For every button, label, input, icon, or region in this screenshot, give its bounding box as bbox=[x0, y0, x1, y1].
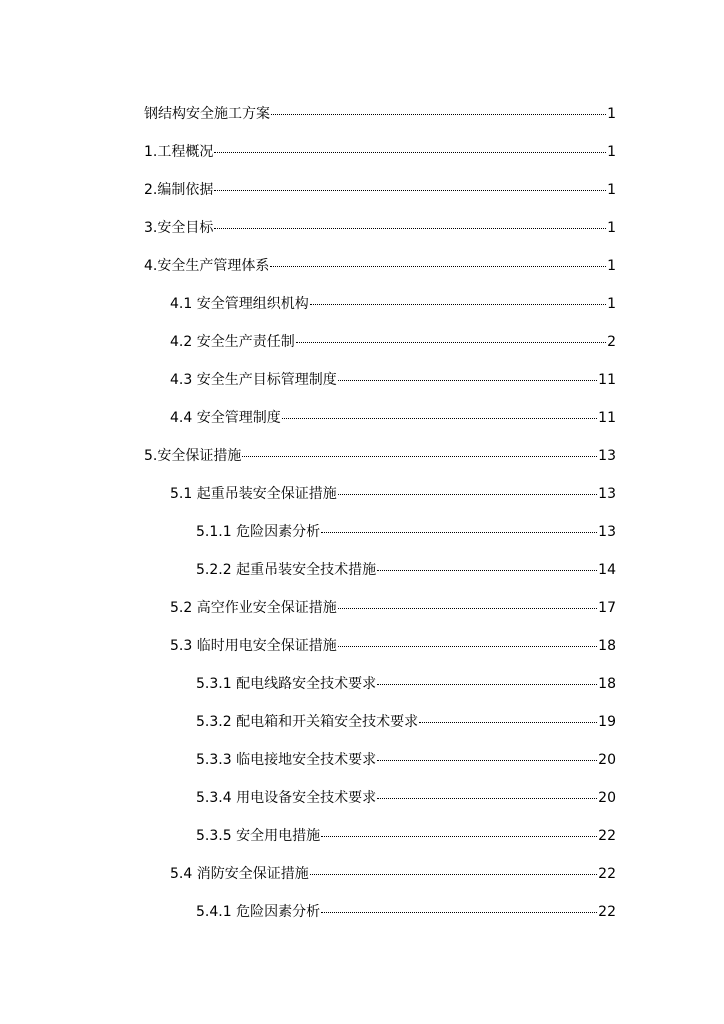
dot-leader bbox=[214, 190, 606, 191]
dot-leader bbox=[296, 342, 606, 343]
toc-page-number: 2 bbox=[607, 334, 616, 350]
dot-leader bbox=[419, 722, 597, 723]
toc-entry-5-3-4[interactable] bbox=[196, 787, 616, 809]
toc-entry-5-3-1[interactable] bbox=[196, 673, 616, 695]
toc-entry-5-4-1[interactable] bbox=[196, 901, 616, 923]
toc-entry-text: 5.3.2 配电箱和开关箱安全技术要求 bbox=[196, 714, 419, 730]
toc-entry-4-1[interactable] bbox=[170, 293, 616, 315]
toc-entry-text: 5.3.5 安全用电措施 bbox=[196, 828, 321, 844]
toc-page-number: 1 bbox=[607, 220, 616, 236]
toc-entry-text: 5.2.2 起重吊装安全技术措施 bbox=[196, 562, 377, 578]
toc-page-number: 1 bbox=[607, 106, 616, 122]
toc-entry-text: 2.编制依据 bbox=[144, 182, 214, 198]
toc-page-number: 22 bbox=[598, 828, 616, 844]
toc-entry-4-3[interactable] bbox=[170, 369, 616, 391]
toc-entry-title[interactable] bbox=[144, 103, 616, 125]
toc-entry-5-1[interactable] bbox=[170, 483, 616, 505]
dot-leader bbox=[310, 304, 606, 305]
toc-entry-text: 5.4.1 危险因素分析 bbox=[196, 904, 321, 920]
toc-page-number: 13 bbox=[598, 448, 616, 464]
toc-entry-text: 5.3.4 用电设备安全技术要求 bbox=[196, 790, 377, 806]
dot-leader bbox=[338, 380, 597, 381]
toc-page-number: 17 bbox=[598, 600, 616, 616]
toc-entry-4[interactable] bbox=[144, 255, 616, 277]
dot-leader bbox=[338, 608, 597, 609]
toc-page-number: 11 bbox=[598, 410, 616, 426]
toc-entry-text: 5.2 高空作业安全保证措施 bbox=[170, 600, 337, 616]
toc-entry-5-3[interactable] bbox=[170, 635, 616, 657]
dot-leader bbox=[338, 646, 597, 647]
toc-entry-4-4[interactable] bbox=[170, 407, 616, 429]
toc-page-number: 18 bbox=[598, 676, 616, 692]
toc-entry-5-3-5[interactable] bbox=[196, 825, 616, 847]
toc-entry-text: 5.1.1 危险因素分析 bbox=[196, 524, 321, 540]
toc-entry-text: 4.安全生产管理体系 bbox=[144, 258, 270, 274]
dot-leader bbox=[271, 114, 606, 115]
toc-entry-5-4[interactable] bbox=[170, 863, 616, 885]
toc-entry-5-1-1[interactable] bbox=[196, 521, 616, 543]
toc-page-number: 20 bbox=[598, 790, 616, 806]
toc-entry-text: 5.3.1 配电线路安全技术要求 bbox=[196, 676, 377, 692]
toc-page-number: 1 bbox=[607, 144, 616, 160]
dot-leader bbox=[321, 532, 597, 533]
toc-page-number: 14 bbox=[598, 562, 616, 578]
toc-entry-text: 钢结构安全施工方案 bbox=[144, 106, 270, 122]
toc-page-number: 13 bbox=[598, 524, 616, 540]
toc-entry-text: 1.工程概况 bbox=[144, 144, 214, 160]
toc-entry-5-3-2[interactable] bbox=[196, 711, 616, 733]
toc-entry-1[interactable] bbox=[144, 141, 616, 163]
toc-entry-text: 5.3 临时用电安全保证措施 bbox=[170, 638, 337, 654]
dot-leader bbox=[270, 266, 606, 267]
toc-entry-2[interactable] bbox=[144, 179, 616, 201]
toc-entry-text: 4.4 安全管理制度 bbox=[170, 410, 281, 426]
dot-leader bbox=[214, 152, 606, 153]
toc-entry-text: 3.安全目标 bbox=[144, 220, 214, 236]
dot-leader bbox=[321, 836, 597, 837]
toc-entry-4-2[interactable] bbox=[170, 331, 616, 353]
dot-leader bbox=[338, 494, 597, 495]
toc-page-number: 22 bbox=[598, 866, 616, 882]
toc-page-number: 20 bbox=[598, 752, 616, 768]
toc-page-number: 22 bbox=[598, 904, 616, 920]
toc-entry-5-3-3[interactable] bbox=[196, 749, 616, 771]
toc-page-number: 18 bbox=[598, 638, 616, 654]
dot-leader bbox=[214, 228, 606, 229]
toc-entry-text: 4.3 安全生产目标管理制度 bbox=[170, 372, 337, 388]
toc-entry-3[interactable] bbox=[144, 217, 616, 239]
dot-leader bbox=[282, 418, 597, 419]
toc-entry-text: 5.4 消防安全保证措施 bbox=[170, 866, 309, 882]
dot-leader bbox=[377, 760, 597, 761]
toc-page-number: 19 bbox=[598, 714, 616, 730]
dot-leader bbox=[321, 912, 597, 913]
toc-entry-text: 4.1 安全管理组织机构 bbox=[170, 296, 309, 312]
toc-page-number: 1 bbox=[607, 296, 616, 312]
toc-page-number: 11 bbox=[598, 372, 616, 388]
toc-entry-text: 5.3.3 临电接地安全技术要求 bbox=[196, 752, 377, 768]
toc-entry-5-2-2[interactable] bbox=[196, 559, 616, 581]
dot-leader bbox=[310, 874, 597, 875]
toc-page-number: 13 bbox=[598, 486, 616, 502]
toc-entry-text: 4.2 安全生产责任制 bbox=[170, 334, 295, 350]
toc-entry-5[interactable] bbox=[144, 445, 616, 467]
dot-leader bbox=[377, 570, 597, 571]
dot-leader bbox=[377, 684, 597, 685]
dot-leader bbox=[242, 456, 597, 457]
dot-leader bbox=[377, 798, 597, 799]
toc-entry-text: 5.1 起重吊装安全保证措施 bbox=[170, 486, 337, 502]
toc-entry-5-2[interactable] bbox=[170, 597, 616, 619]
toc-entry-text: 5.安全保证措施 bbox=[144, 448, 242, 464]
toc-page-number: 1 bbox=[607, 258, 616, 274]
toc-page-number: 1 bbox=[607, 182, 616, 198]
